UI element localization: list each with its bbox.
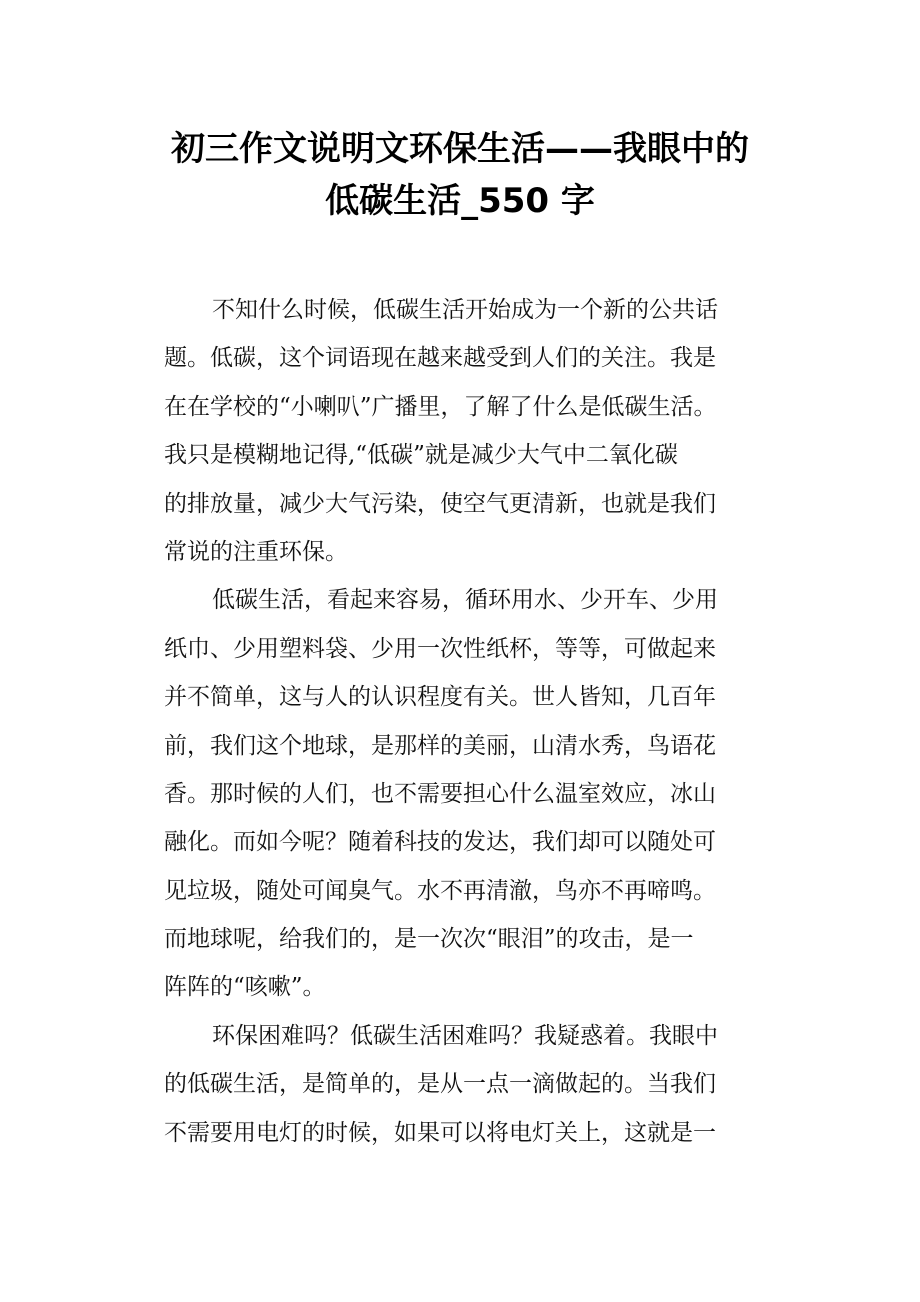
text-line: 而地球呢，给我们的，是一次次“眼泪”的攻击，是一 [164,926,694,953]
text-line: 并不简单，这与人的认识程度有关。世人皆知，几百年 [164,684,716,711]
paragraph-1 [164,286,764,576]
text-line: 的排放量，减少大气污染，使空气更清新，也就是我们 [164,490,716,517]
text-line: 见垃圾，随处可闻臭气。水不再清澈，鸟亦不再啼鸣。 [164,877,716,904]
text-line: 在在学校的“小喇叭”广播里，了解了什么是低碳生活。 [164,393,717,420]
text-line: 的低碳生活，是简单的，是从一点一滴做起的。当我们 [164,1071,716,1098]
document-body [164,286,764,1157]
text-line: 不需要用电灯的时候，如果可以将电灯关上，这就是一 [164,1119,716,1146]
paragraph-3 [164,1012,764,1157]
text-line: 低碳生活，看起来容易，循环用水、少开车、少用 [212,587,718,614]
text-line: 前，我们这个地球，是那样的美丽，山清水秀，鸟语花 [164,732,716,759]
text-line: 我只是模糊地记得,“低碳”就是减少大气中二氧化碳 [164,442,678,469]
paragraph-2 [164,576,764,1012]
title-line-1: 初三作文说明文环保生活——我眼中的 [171,129,749,169]
text-line: 纸巾、少用塑料袋、少用一次性纸杯，等等，可做起来 [164,635,716,662]
text-line: 常说的注重环保。 [164,538,348,565]
text-line: 融化。而如今呢？随着科技的发达，我们却可以随处可 [164,829,716,856]
title-line-2: 低碳生活_550 字 [325,181,595,221]
text-line: 不知什么时候，低碳生活开始成为一个新的公共话 [212,297,718,323]
text-line: 阵阵的“咳嗽”。 [164,974,326,1001]
text-line: 题。低碳，这个词语现在越来越受到人们的关注。我是 [164,345,716,372]
text-line: 香。那时候的人们，也不需要担心什么温室效应，冰山 [164,780,716,807]
text-line: 环保困难吗？低碳生活困难吗？我疑惑着。我眼中 [212,1022,718,1049]
document-title [110,123,810,227]
